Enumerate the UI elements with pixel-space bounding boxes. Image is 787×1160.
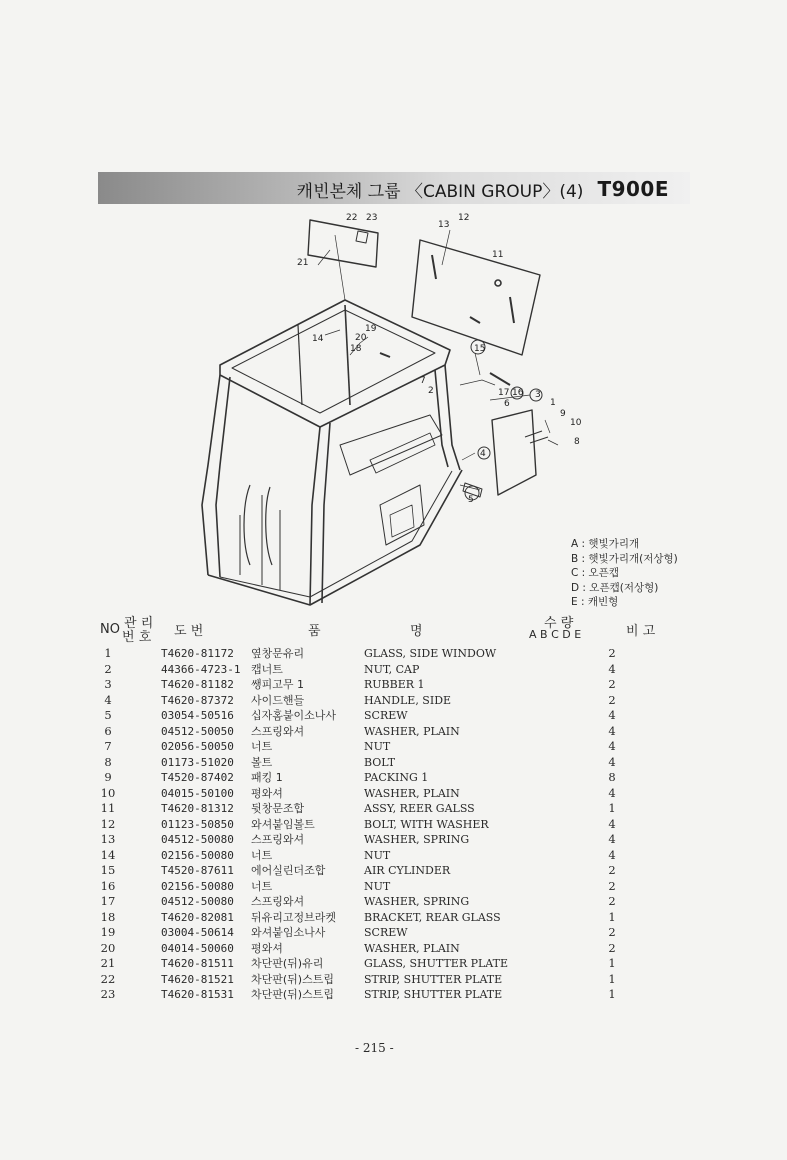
section-header <box>297 176 669 202</box>
part-qty: 1 <box>608 801 616 815</box>
table-row <box>98 677 638 693</box>
part-code: T4620-81312 <box>161 802 234 815</box>
part-code: T4620-81182 <box>161 678 234 691</box>
part-name-en: ASSY, REER GALSS <box>364 802 475 815</box>
col-name-a: 품 <box>308 624 321 639</box>
col-mgmt-bottom: 번 호 <box>122 630 152 645</box>
part-code: 01123-50850 <box>161 817 234 831</box>
part-qty: 2 <box>608 677 616 691</box>
part-code: T4620-81172 <box>161 647 234 660</box>
shutter-plate <box>308 220 378 267</box>
part-no: 18 <box>100 909 116 924</box>
table-row <box>98 801 638 817</box>
part-name-kr: 십자홈붙이소나사 <box>251 709 337 722</box>
part-name-kr: 에어실린더조합 <box>251 864 326 877</box>
part-qty: 2 <box>608 646 616 660</box>
callout-1: 1 <box>550 398 556 408</box>
table-row <box>98 941 638 957</box>
part-name-en: BRACKET, REAR GLASS <box>364 910 501 924</box>
part-qty: 2 <box>608 940 616 955</box>
callout-18: 18 <box>350 344 362 354</box>
callout-12: 12 <box>458 213 470 223</box>
part-code: 04014-50060 <box>161 941 234 955</box>
part-no: 16 <box>100 878 116 893</box>
part-code: 01173-51020 <box>161 755 234 769</box>
part-name-en: WASHER, PLAIN <box>364 724 460 738</box>
part-qty: 4 <box>608 785 616 800</box>
part-qty: 1 <box>608 987 616 1001</box>
callout-22: 22 <box>346 213 358 223</box>
table-row <box>98 987 638 1003</box>
part-name-en: STRIP, SHUTTER PLATE <box>364 972 503 986</box>
part-name-kr: 사이드핸들 <box>251 693 305 707</box>
parts-table <box>98 646 638 1003</box>
table-row <box>98 879 638 895</box>
part-qty: 4 <box>608 708 616 722</box>
col-qty-sub: A B C D E <box>529 628 582 641</box>
part-name-en: STRIP, SHUTTER PLATE <box>364 988 503 1001</box>
table-row <box>98 739 638 755</box>
part-qty: 2 <box>608 863 616 877</box>
part-name-en: BOLT <box>364 755 396 769</box>
part-code: 04512-50050 <box>161 724 234 738</box>
part-code: 02056-50050 <box>161 740 234 753</box>
part-name-en: SCREW <box>364 709 408 722</box>
legend-item-c: C : 오픈캡 <box>571 567 619 579</box>
part-name-en: BOLT, WITH WASHER <box>364 817 489 831</box>
part-qty: 2 <box>608 894 616 908</box>
part-name-en: GLASS, SHUTTER PLATE <box>364 957 509 970</box>
legend-item-a: A : 햇빛가리개 <box>571 538 640 550</box>
part-code: T4620-87372 <box>161 693 234 707</box>
callout-10: 10 <box>570 418 582 428</box>
part-name-en: WASHER, PLAIN <box>364 786 460 800</box>
part-no: 5 <box>104 708 112 722</box>
part-qty: 4 <box>608 754 616 769</box>
part-name-kr: 뒷창문조합 <box>251 802 305 815</box>
part-code: T4620-81521 <box>161 972 234 986</box>
table-header <box>98 612 787 648</box>
callout-20: 20 <box>355 333 367 343</box>
part-name-kr: 스프링와셔 <box>251 724 305 738</box>
table-row <box>98 693 638 709</box>
part-name-en: WASHER, SPRING <box>364 833 470 846</box>
part-name-kr: 패킹 1 <box>251 771 283 784</box>
part-qty: 1 <box>608 909 616 924</box>
callout-15: 15 <box>474 344 486 354</box>
part-name-kr: 평와셔 <box>251 786 283 800</box>
callout-4: 4 <box>480 449 486 459</box>
col-remarks: 비 고 <box>626 624 656 639</box>
part-code: 04512-50080 <box>161 833 234 846</box>
part-name-en: PACKING 1 <box>364 771 429 784</box>
callout-13: 13 <box>438 220 450 230</box>
callout-14: 14 <box>312 334 324 344</box>
part-name-kr: 볼트 <box>251 755 273 769</box>
col-no: NO <box>100 622 120 637</box>
part-no: 8 <box>104 754 112 769</box>
part-name-kr: 차단판(뒤)스트립 <box>251 972 334 986</box>
part-no: 15 <box>100 863 116 877</box>
part-qty: 4 <box>608 847 616 862</box>
table-row <box>98 646 638 662</box>
part-name-en: NUT <box>364 740 391 753</box>
table-row <box>98 770 638 786</box>
table-row <box>98 848 638 864</box>
callout-5: 5 <box>468 495 474 505</box>
part-code: 02156-50080 <box>161 848 234 862</box>
legend-item-b: B : 햇빛가리개(저상형) <box>571 552 678 565</box>
part-code: T4620-82081 <box>161 910 234 924</box>
part-no: 1 <box>104 646 112 660</box>
table-row <box>98 925 638 941</box>
part-no: 14 <box>100 847 116 862</box>
part-name-en: NUT <box>364 879 391 893</box>
part-name-en: SCREW <box>364 926 408 939</box>
legend-item-e: E : 캐빈형 <box>571 596 619 608</box>
section-title: 캐빈본체 그룹 〈CABIN GROUP〉(4) <box>296 181 584 202</box>
part-name-en: NUT, CAP <box>364 662 420 676</box>
callout-17: 17 <box>498 388 510 398</box>
part-no: 7 <box>104 739 112 753</box>
col-name-b: 명 <box>410 624 423 639</box>
table-row <box>98 817 638 833</box>
part-no: 19 <box>100 925 116 939</box>
table-row <box>98 956 638 972</box>
part-code: T4620-81531 <box>161 988 234 1001</box>
table-row <box>98 910 638 926</box>
part-no: 6 <box>104 723 112 738</box>
part-name-en: HANDLE, SIDE <box>364 693 452 707</box>
floor-frame <box>208 470 462 605</box>
callout-7: 7 <box>420 376 426 386</box>
part-name-en: WASHER, SPRING <box>364 895 470 908</box>
rear-glass-panel <box>412 240 540 355</box>
part-qty: 2 <box>608 878 616 893</box>
part-no: 17 <box>100 894 116 908</box>
rear-post <box>445 365 460 470</box>
table-row <box>98 724 638 740</box>
front-right-post <box>310 427 320 605</box>
callout-16: 16 <box>512 388 524 398</box>
part-code: 04512-50080 <box>161 895 234 908</box>
table-row <box>98 708 638 724</box>
part-name-en: GLASS, SIDE WINDOW <box>364 647 497 660</box>
part-no: 13 <box>100 832 116 846</box>
part-name-kr: 너트 <box>251 879 273 893</box>
part-name-kr: 뒤유리고정브라켓 <box>251 910 337 924</box>
legend-item-d: D : 오픈캡(저상형) <box>571 581 659 594</box>
callout-2: 2 <box>428 386 434 396</box>
table-row <box>98 894 638 910</box>
part-no: 21 <box>100 956 116 970</box>
part-qty: 1 <box>608 956 616 970</box>
part-code: T4520-87611 <box>161 864 234 877</box>
col-mgmt-top: 관 리 <box>124 616 154 631</box>
col-drawing: 도 번 <box>174 624 204 639</box>
table-row <box>98 662 638 678</box>
part-qty: 4 <box>608 723 616 738</box>
part-no: 3 <box>104 677 112 691</box>
part-qty: 4 <box>608 739 616 753</box>
part-name-kr: 너트 <box>251 740 273 753</box>
part-name-kr: 스프링와셔 <box>251 833 305 846</box>
part-no: 22 <box>100 971 116 986</box>
part-name-kr: 너트 <box>251 848 273 862</box>
part-code: 04015-50100 <box>161 786 234 800</box>
model-name: T900E <box>597 177 669 201</box>
table-row <box>98 972 638 988</box>
part-code: 03054-50516 <box>161 709 234 722</box>
part-no: 10 <box>100 785 116 800</box>
part-qty: 1 <box>608 971 616 986</box>
front-left-post <box>202 375 220 575</box>
side-window <box>492 410 536 495</box>
part-qty: 2 <box>608 692 616 707</box>
part-code: 44366-4723-1 <box>161 662 241 676</box>
callout-3: 3 <box>535 390 541 400</box>
callout-23: 23 <box>366 213 378 223</box>
part-name-kr: 차단판(뒤)유리 <box>251 957 324 970</box>
part-code: 03004-50614 <box>161 926 234 939</box>
page-number: - 215 - <box>355 1041 394 1055</box>
col-qty: 수 량 <box>544 616 574 631</box>
part-qty: 4 <box>608 816 616 831</box>
callout-11: 11 <box>492 250 504 260</box>
part-no: 12 <box>100 816 116 831</box>
callout-21: 21 <box>297 258 309 268</box>
part-qty: 4 <box>608 832 616 846</box>
part-name-en: WASHER, PLAIN <box>364 941 460 955</box>
part-name-en: AIR CYLINDER <box>364 864 451 877</box>
part-qty: 4 <box>608 661 616 676</box>
part-name-kr: 스프링와셔 <box>251 895 305 908</box>
part-qty: 8 <box>608 770 616 784</box>
table-row <box>98 832 638 848</box>
part-name-en: NUT <box>364 848 391 862</box>
part-no: 4 <box>104 692 112 707</box>
part-name-en: RUBBER 1 <box>364 678 425 691</box>
part-qty: 2 <box>608 925 616 939</box>
table-row <box>98 755 638 771</box>
part-code: 02156-50080 <box>161 879 234 893</box>
part-name-kr: 캡너트 <box>251 662 283 676</box>
callout-9: 9 <box>560 409 566 419</box>
part-no: 23 <box>100 987 116 1001</box>
callout-8: 8 <box>574 437 580 447</box>
part-no: 20 <box>100 940 116 955</box>
part-no: 2 <box>104 661 112 676</box>
part-name-kr: 와셔붙임볼트 <box>251 817 315 831</box>
part-code: T4520-87402 <box>161 771 234 784</box>
part-no: 11 <box>100 801 116 815</box>
callout-6: 6 <box>504 399 510 409</box>
variant-legend <box>571 537 678 610</box>
table-row <box>98 786 638 802</box>
part-no: 9 <box>104 770 112 784</box>
part-name-kr: 차단판(뒤)스트립 <box>251 988 334 1001</box>
part-name-kr: 평와셔 <box>251 941 283 955</box>
part-name-kr: 쌩피고무 1 <box>251 678 304 691</box>
part-name-kr: 옆창문유리 <box>251 647 305 660</box>
callout-19: 19 <box>365 324 377 334</box>
table-row <box>98 863 638 879</box>
cabin-exploded-diagram <box>180 205 600 615</box>
part-name-kr: 와셔붙임소나사 <box>251 926 326 939</box>
part-code: T4620-81511 <box>161 957 234 970</box>
